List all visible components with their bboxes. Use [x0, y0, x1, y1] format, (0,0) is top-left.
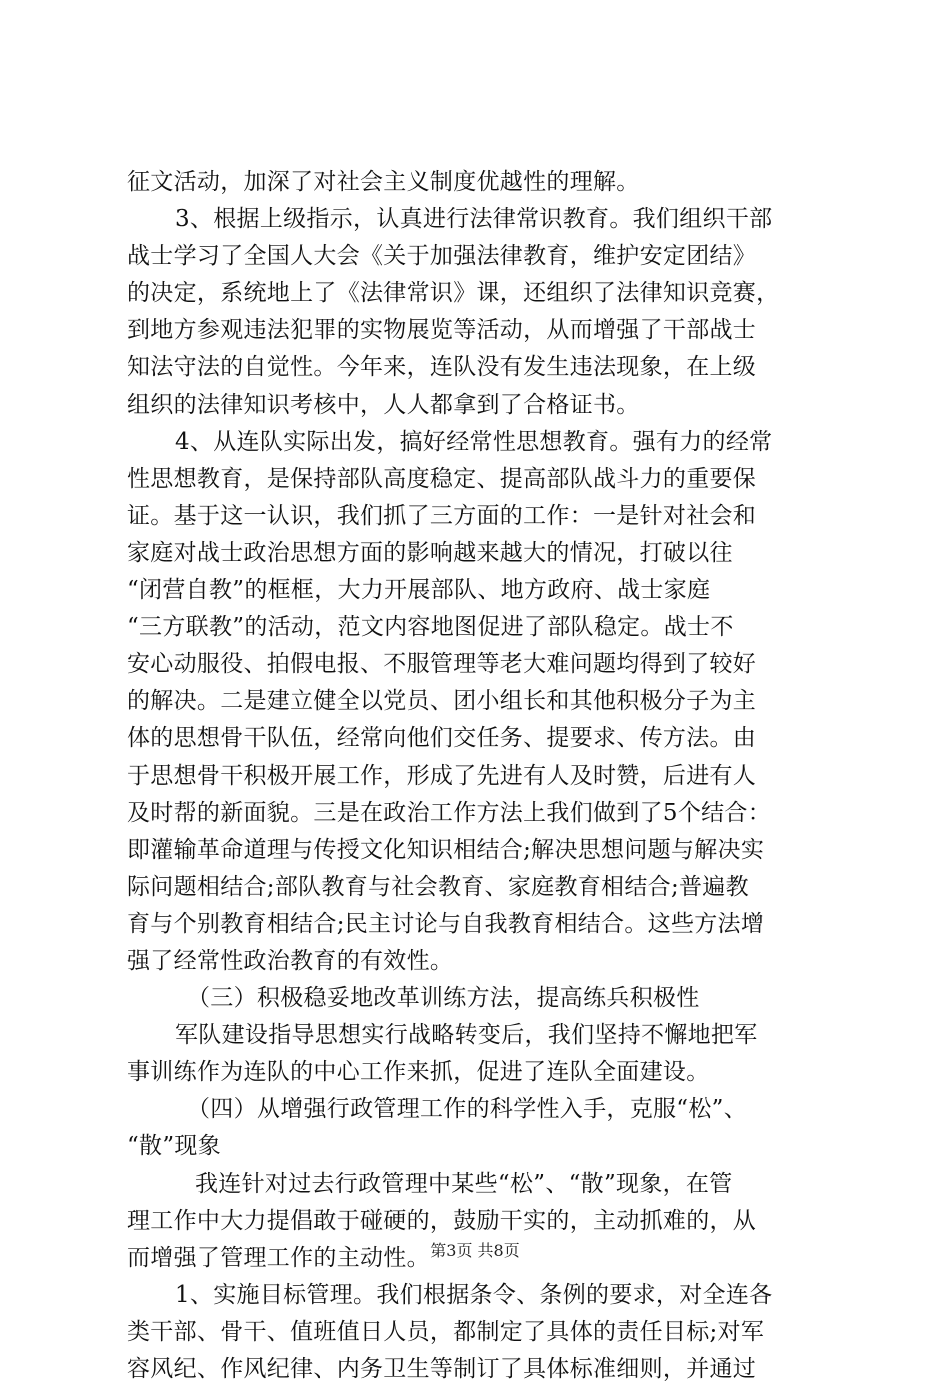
text-line: 而增强了管理工作的主动性。: [127, 1244, 430, 1271]
text-line: 及时帮的新面貌。三是在政治工作方法上我们做到了5个结合：: [127, 799, 772, 826]
text-line: 征文活动，加深了对社会主义制度优越性的理解。: [127, 169, 640, 195]
text-line: 安心动服役、拍假电报、不服管理等老大难问题均得到了较好: [127, 651, 757, 678]
text-line: 家庭对战士政治思想方面的影响越来越大的情况，打破以往: [127, 539, 733, 566]
text-line: 性思想教育，是保持部队高度稳定、提高部队战斗力的重要保: [127, 465, 757, 492]
text-line: 证。基于这一认识，我们抓了三方面的工作：一是针对社会和: [127, 502, 757, 529]
text-line: 到地方参观违法犯罪的实物展览等活动，从而增强了干部战士: [127, 317, 757, 344]
text-line: 育与个别教育相结合;民主讨论与自我教育相结合。这些方法增: [127, 910, 765, 937]
text-line: 际问题相结合;部队教育与社会教育、家庭教育相结合;普遍教: [127, 873, 749, 900]
text-line: 容风纪、作风纪律、内务卫生等制订了具体标准细则，并通过: [127, 1356, 757, 1382]
text-line: 4、从连队实际出发，搞好经常性思想教育。强有力的经常: [175, 428, 773, 455]
section-heading: （三）积极稳妥地改革训练方法，提高练兵积极性: [187, 985, 700, 1012]
text-line: 1、实施目标管理。我们根据条令、条例的要求，对全连各: [175, 1281, 773, 1308]
text-line: 的解决。二是建立健全以党员、团小组长和其他积极分子为主: [127, 688, 757, 715]
text-line: 事训练作为连队的中心工作来抓，促进了连队全面建设。: [127, 1059, 710, 1086]
text-line: “三方联教”的活动，范文内容地图促进了部队稳定。战士不: [127, 614, 734, 641]
text-line: 我连针对过去行政管理中某些“松”、“散”现象，在管: [195, 1170, 733, 1197]
text-line: 军队建设指导思想实行战略转变后，我们坚持不懈地把军: [175, 1022, 758, 1049]
text-line: 战士学习了全国人大会《关于加强法律教育，维护安定团结》: [127, 243, 757, 270]
section-heading-continued: “散”现象: [127, 1133, 222, 1160]
text-line: 知法守法的自觉性。今年来，连队没有发生违法现象，在上级: [127, 354, 757, 381]
text-line: 3、根据上级指示，认真进行法律常识教育。我们组织干部: [175, 206, 773, 233]
text-line: 于思想骨干积极开展工作，形成了先进有人及时赞，后进有人: [127, 762, 757, 789]
text-line: 组织的法律知识考核中，人人都拿到了合格证书。: [127, 391, 640, 418]
page-number-footer: 第3页 共8页: [430, 1241, 520, 1260]
section-heading: （四）从增强行政管理工作的科学性入手，克服“松”、: [187, 1096, 748, 1123]
text-line: 体的思想骨干队伍，经常向他们交任务、提要求、传方法。由: [127, 725, 757, 752]
text-line: 的决定，系统地上了《法律常识》课，还组织了法律知识竞赛，: [127, 280, 780, 307]
text-line: 类干部、骨干、值班值日人员，都制定了具体的责任目标;对军: [127, 1318, 765, 1345]
text-line: 理工作中大力提倡敢于碰硬的，鼓励干实的，主动抓难的，从: [127, 1207, 757, 1234]
text-line: “闭营自教”的框框，大力开展部队、地方政府、战士家庭: [127, 577, 711, 604]
text-line: 即灌输革命道理与传授文化知识相结合;解决思想问题与解决实: [127, 836, 765, 863]
text-line: 强了经常性政治教育的有效性。: [127, 947, 454, 974]
document-body: [127, 164, 827, 1388]
